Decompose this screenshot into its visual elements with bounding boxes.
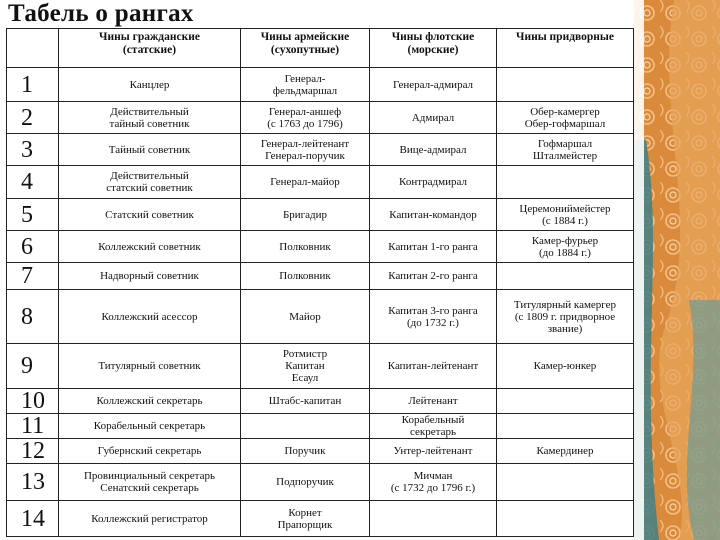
cell-army: Генерал-аншеф (с 1763 до 1796): [241, 102, 370, 134]
table-row: [7, 68, 634, 102]
table-row: [7, 344, 634, 389]
cell-navy: Капитан 2-го ранга: [370, 263, 497, 290]
cell-civil: Коллежский советник: [59, 231, 241, 263]
cell-num: 13: [7, 464, 59, 501]
cell-civil: Канцлер: [59, 68, 241, 102]
cell-army: Поручик: [241, 439, 370, 464]
table-row: [7, 464, 634, 501]
cell-num: 9: [7, 344, 59, 389]
table-row: [7, 439, 634, 464]
cell-civil: Коллежский асессор: [59, 290, 241, 344]
table-row: [7, 231, 634, 263]
cell-civil: Статский советник: [59, 199, 241, 231]
cell-civil: Действительный статский советник: [59, 166, 241, 199]
cell-court: [497, 389, 634, 414]
cell-court: Титулярный камергер (с 1809 г. придворное звание): [497, 290, 634, 344]
cell-navy: Генерал-адмирал: [370, 68, 497, 102]
cell-num: 8: [7, 290, 59, 344]
cell-navy: Вице-адмирал: [370, 134, 497, 166]
table-row: [7, 290, 634, 344]
cell-num: 10: [7, 389, 59, 414]
cell-num: 2: [7, 102, 59, 134]
table-row: [7, 501, 634, 537]
cell-navy: Унтер-лейтенант: [370, 439, 497, 464]
table-row: [7, 263, 634, 290]
cell-civil: Провинциальный секретарь Сенатский секретарь: [59, 464, 241, 501]
cell-court: [497, 414, 634, 439]
header-num: [7, 29, 59, 68]
cell-army: Штабс-капитан: [241, 389, 370, 414]
cell-army: Бригадир: [241, 199, 370, 231]
cell-num: 7: [7, 263, 59, 290]
decorative-side-panel: [634, 0, 720, 540]
cell-navy: Адмирал: [370, 102, 497, 134]
header-civil: Чины гражданские (статские): [59, 29, 241, 68]
cell-army: Генерал- фельдмаршал: [241, 68, 370, 102]
cell-court: [497, 166, 634, 199]
cell-civil: Корабельный секретарь: [59, 414, 241, 439]
cell-army: Подпоручик: [241, 464, 370, 501]
cell-num: 11: [7, 414, 59, 439]
cell-court: [497, 263, 634, 290]
cell-num: 14: [7, 501, 59, 537]
cell-court: Обер-камергер Обер-гофмаршал: [497, 102, 634, 134]
header-court: Чины придворные: [497, 29, 634, 68]
cell-army: Генерал-лейтенант Генерал-поручик: [241, 134, 370, 166]
cell-civil: Тайный советник: [59, 134, 241, 166]
cell-civil: Действительный тайный советник: [59, 102, 241, 134]
cell-num: 4: [7, 166, 59, 199]
cell-civil: Титулярный советник: [59, 344, 241, 389]
cell-num: 6: [7, 231, 59, 263]
cell-num: 12: [7, 439, 59, 464]
cell-navy: Лейтенант: [370, 389, 497, 414]
table-row: [7, 389, 634, 414]
cell-army: Генерал-майор: [241, 166, 370, 199]
cell-army: Полковник: [241, 263, 370, 290]
table-row: [7, 134, 634, 166]
cell-court: Камердинер: [497, 439, 634, 464]
page-title: Табель о рангах: [8, 0, 194, 27]
cell-navy: Капитан 1-го ранга: [370, 231, 497, 263]
cell-navy: Корабельный секретарь: [370, 414, 497, 439]
cell-navy: Капитан 3-го ранга (до 1732 г.): [370, 290, 497, 344]
cell-civil: Губернский секретарь: [59, 439, 241, 464]
cell-court: Камер-фурьер (до 1884 г.): [497, 231, 634, 263]
cell-army: Полковник: [241, 231, 370, 263]
cell-army: Корнет Прапорщик: [241, 501, 370, 537]
cell-num: 5: [7, 199, 59, 231]
cell-court: Церемониймейстер (с 1884 г.): [497, 199, 634, 231]
cell-court: Камер-юнкер: [497, 344, 634, 389]
cell-army: Майор: [241, 290, 370, 344]
ranks-table: [6, 28, 634, 537]
header-army: Чины армейские (сухопутные): [241, 29, 370, 68]
cell-navy: Капитан-командор: [370, 199, 497, 231]
cell-navy: Контрадмирал: [370, 166, 497, 199]
cell-civil: Коллежский секретарь: [59, 389, 241, 414]
cell-court: [497, 464, 634, 501]
table-row: [7, 166, 634, 199]
table-header-row: [7, 29, 634, 68]
cell-navy: [370, 501, 497, 537]
cell-court: [497, 68, 634, 102]
header-navy: Чины флотские (морские): [370, 29, 497, 68]
cell-court: [497, 501, 634, 537]
cell-num: 3: [7, 134, 59, 166]
cell-court: Гофмаршал Шталмейстер: [497, 134, 634, 166]
cell-army: Ротмистр Капитан Есаул: [241, 344, 370, 389]
table-row: [7, 199, 634, 231]
cell-navy: Мичман (с 1732 до 1796 г.): [370, 464, 497, 501]
cell-navy: Капитан-лейтенант: [370, 344, 497, 389]
cell-civil: Надворный советник: [59, 263, 241, 290]
cell-army: [241, 414, 370, 439]
table-row: [7, 414, 634, 439]
cell-civil: Коллежский регистратор: [59, 501, 241, 537]
table-row: [7, 102, 634, 134]
cell-num: 1: [7, 68, 59, 102]
